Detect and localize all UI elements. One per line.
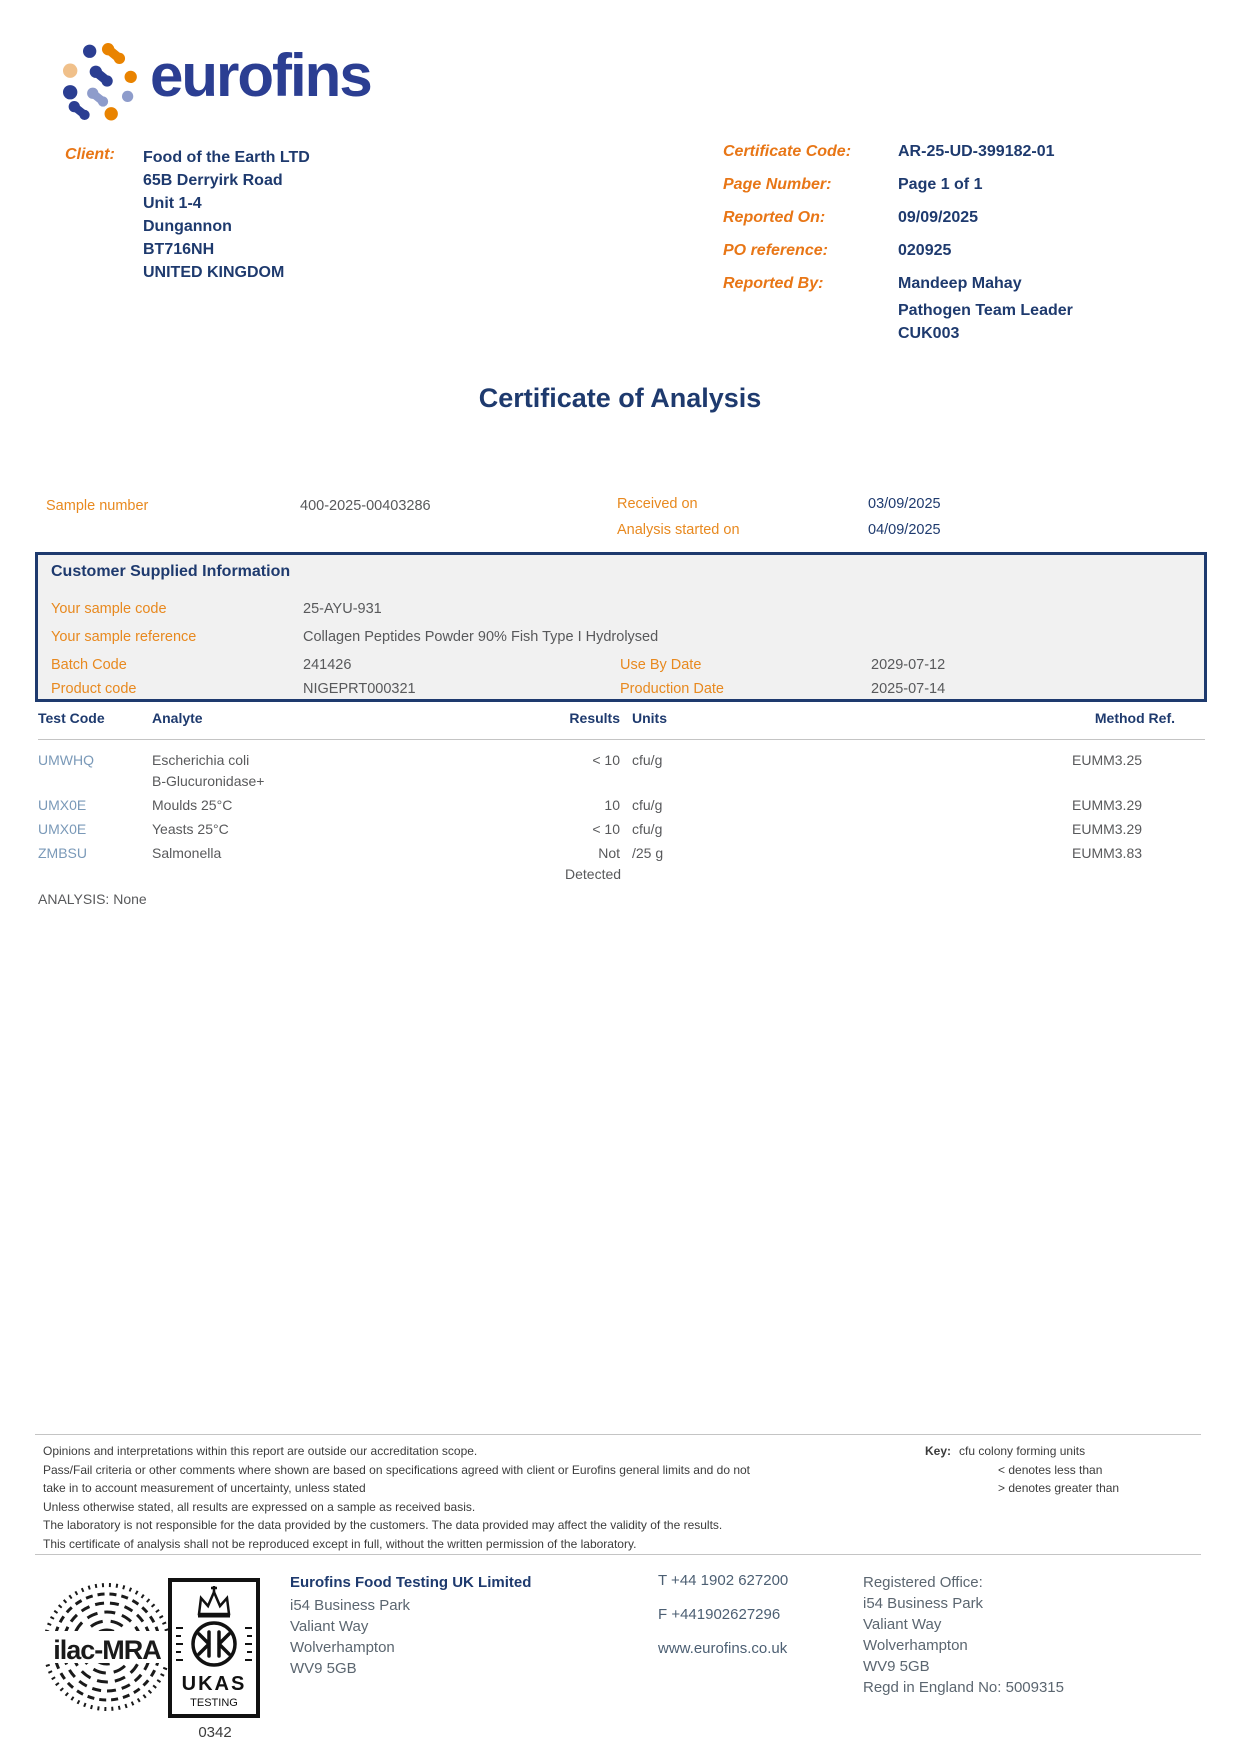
- po-reference-value: 020925: [898, 242, 952, 259]
- po-reference-row: [723, 242, 1073, 275]
- analyte: Salmonella: [152, 845, 222, 861]
- contact-block: [658, 1572, 788, 1674]
- product-code-value: NIGEPRT000321: [303, 681, 416, 697]
- registered-address-line: Wolverhampton: [863, 1637, 968, 1654]
- key-cfu-definition: cfu colony forming units: [959, 1444, 1086, 1458]
- product-code-label: Product code: [51, 681, 137, 697]
- company-postcode: WV9 5GB: [290, 1660, 357, 1677]
- production-date-label: Production Date: [620, 681, 724, 697]
- ukas-testing-label: TESTING: [190, 1697, 238, 1709]
- client-address: [143, 146, 310, 284]
- production-date-value: 2025-07-14: [871, 681, 946, 697]
- client-address-line: Dungannon: [143, 218, 232, 235]
- page-number-value: Page 1 of 1: [898, 176, 983, 193]
- website-link: www.eurofins.co.uk: [658, 1640, 788, 1657]
- certificate-info-block: [723, 143, 1073, 345]
- ukas-accreditation-number: 0342: [198, 1724, 232, 1741]
- ukas-testing-icon: [168, 1578, 260, 1718]
- use-by-date-value: 2029-07-12: [871, 657, 946, 673]
- method-ref: EUMM3.29: [1072, 821, 1143, 837]
- key-less-than: < denotes less than: [998, 1462, 1103, 1477]
- table-row: [38, 843, 1205, 885]
- client-address-line: 65B Derryirk Road: [143, 172, 283, 189]
- client-country: UNITED KINGDOM: [143, 264, 285, 281]
- result-units: cfu/g: [632, 752, 663, 768]
- table-row: [38, 750, 1205, 792]
- client-postcode: BT716NH: [143, 241, 215, 258]
- disclaimer-bottom-rule: [35, 1554, 1201, 1555]
- header-analyte: Analyte: [152, 710, 203, 726]
- eurofins-logo: [60, 38, 420, 122]
- analyte: Yeasts 25°C: [152, 821, 229, 837]
- registered-postcode: WV9 5GB: [863, 1658, 930, 1675]
- result-units: cfu/g: [632, 821, 663, 837]
- batch-code-value: 241426: [303, 657, 352, 673]
- table-header-rule: [38, 739, 1205, 740]
- disclaimer-line: Opinions and interpretations within this report are outside our accreditation scope.: [43, 1444, 478, 1458]
- analysis-note: ANALYSIS: None: [38, 891, 147, 907]
- page-title: Certificate of Analysis: [478, 383, 762, 413]
- registered-address-line: Valiant Way: [863, 1616, 942, 1633]
- header-results: Results: [569, 710, 620, 726]
- result-units: cfu/g: [632, 797, 663, 813]
- ilac-mra-logo: [33, 1583, 181, 1715]
- eurofins-dots-icon: [60, 42, 146, 122]
- client-label: Client:: [65, 146, 115, 163]
- disclaimer-top-rule: [35, 1434, 1201, 1435]
- disclaimer-line: The laboratory is not responsible for the data provided by the customers. The data provided may affect the validity of the results.: [43, 1518, 723, 1533]
- results-table-header: [38, 710, 1205, 726]
- ukas-label: UKAS: [181, 1673, 247, 1695]
- received-on-value: 03/09/2025: [868, 496, 941, 512]
- certificate-code-label: Certificate Code:: [723, 143, 852, 160]
- reported-by-value: Mandeep Mahay: [898, 275, 1022, 292]
- header-method-ref: Method Ref.: [1094, 710, 1175, 726]
- client-address-line: Unit 1-4: [143, 195, 202, 212]
- key-block: [925, 1442, 1119, 1498]
- test-code: UMX0E: [38, 797, 87, 813]
- test-code: ZMBSU: [38, 845, 87, 861]
- method-ref: EUMM3.29: [1072, 797, 1143, 813]
- disclaimer-line: Pass/Fail criteria or other comments where shown are based on specifications agreed with client or Eurofins general limits and do not: [43, 1462, 751, 1477]
- analyte: [152, 750, 565, 792]
- table-row: [38, 819, 1205, 840]
- use-by-date-label: Use By Date: [620, 657, 702, 673]
- reported-by-label: Reported By:: [723, 275, 824, 292]
- disclaimer-line: Unless otherwise stated, all results are expressed on a sample as received basis.: [43, 1499, 476, 1514]
- analyte-line2: B-Glucuronidase+: [152, 773, 265, 789]
- batch-code-label: Batch Code: [51, 657, 127, 673]
- key-greater-than: > denotes greater than: [998, 1481, 1120, 1496]
- test-code: UMX0E: [38, 821, 87, 837]
- customer-supplied-information-box: [35, 552, 1207, 702]
- telephone: T +44 1902 627200: [658, 1572, 789, 1589]
- sample-number-value: 400-2025-00403286: [300, 498, 431, 514]
- method-ref: EUMM3.25: [1072, 752, 1143, 768]
- registered-office-title: Registered Office:: [863, 1574, 983, 1591]
- header-units: Units: [632, 710, 667, 726]
- result-value: < 10: [592, 821, 620, 837]
- registered-office-block: [863, 1572, 1064, 1698]
- disclaimer-line: This certificate of analysis shall not be reproduced except in full, without the written permission of the laboratory.: [43, 1536, 637, 1551]
- result-value: < 10: [592, 752, 620, 768]
- reported-on-row: [723, 209, 1073, 242]
- analysis-started-label: Analysis started on: [617, 522, 740, 538]
- analyte-line1: Escherichia coli: [152, 752, 250, 768]
- key-label: Key:: [925, 1444, 952, 1458]
- result-value: Not Detected: [565, 845, 622, 882]
- your-sample-reference-value: Collagen Peptides Powder 90% Fish Type I Hydrolysed: [303, 629, 659, 645]
- certificate-code-row: [723, 143, 1073, 176]
- your-sample-reference-label: Your sample reference: [51, 629, 197, 645]
- table-row: [38, 795, 1205, 816]
- fax: F +441902627296: [658, 1606, 781, 1623]
- method-ref: EUMM3.83: [1072, 845, 1143, 861]
- reported-by-row: [723, 275, 1073, 293]
- analysis-started-value: 04/09/2025: [868, 522, 941, 538]
- disclaimer-line: take in to account measurement of uncertainty, unless stated: [43, 1481, 366, 1496]
- disclaimer-block: [43, 1442, 923, 1554]
- ukas-logo: [168, 1578, 260, 1718]
- page-number-row: [723, 176, 1073, 209]
- company-address-line: Wolverhampton: [290, 1639, 395, 1656]
- eurofins-wordmark: eurofins: [150, 42, 371, 109]
- company-name: Eurofins Food Testing UK Limited: [290, 1574, 532, 1591]
- analyte: Moulds 25°C: [152, 797, 233, 813]
- received-on-label: Received on: [617, 496, 698, 512]
- company-address-block: [290, 1572, 531, 1679]
- header-test-code: Test Code: [38, 710, 105, 726]
- sample-number-label: Sample number: [46, 498, 149, 514]
- reporter-id: CUK003: [898, 325, 960, 342]
- results-table: [38, 710, 1205, 907]
- client-name: Food of the Earth LTD: [143, 149, 310, 166]
- ilac-mra-label: ilac-MRA: [53, 1635, 161, 1665]
- key-row: [925, 1442, 1119, 1461]
- result-value: 10: [604, 797, 620, 813]
- company-address-line: i54 Business Park: [290, 1597, 411, 1614]
- test-code: UMWHQ: [38, 752, 94, 768]
- reported-on-value: 09/09/2025: [898, 209, 979, 226]
- your-sample-code-value: 25-AYU-931: [303, 601, 382, 617]
- registration-number: Regd in England No: 5009315: [863, 1679, 1064, 1696]
- certificate-code-value: AR-25-UD-399182-01: [898, 143, 1055, 160]
- reporter-role: Pathogen Team Leader: [898, 302, 1073, 319]
- reported-on-label: Reported On:: [723, 209, 826, 226]
- result-units: /25 g: [632, 845, 664, 861]
- your-sample-code-label: Your sample code: [51, 601, 167, 617]
- company-address-line: Valiant Way: [290, 1618, 369, 1635]
- page-number-label: Page Number:: [723, 176, 832, 193]
- po-reference-label: PO reference:: [723, 242, 828, 259]
- customer-box-title: Customer Supplied Information: [51, 563, 291, 580]
- registered-address-line: i54 Business Park: [863, 1595, 984, 1612]
